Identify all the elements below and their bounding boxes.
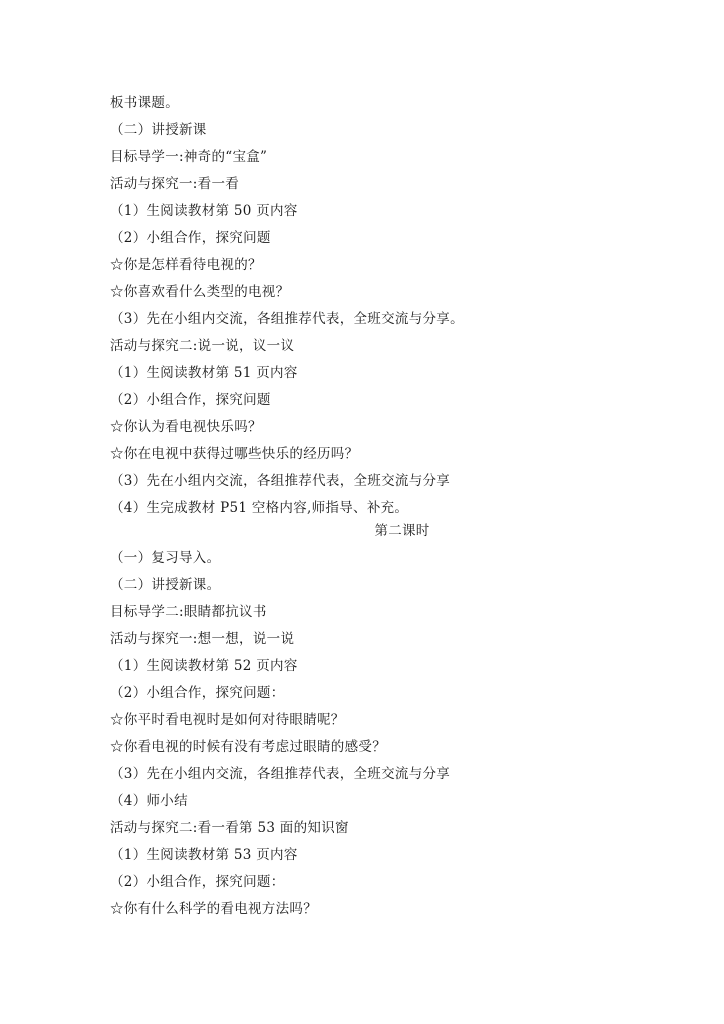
list-item: （3）先在小组内交流，各组推荐代表，全班交流与分享 (110, 473, 451, 489)
list-item: （2）小组合作，探究问题 (110, 230, 271, 246)
question-item: ☆你是怎样看待电视的？ (110, 257, 262, 273)
list-item: （2）小组合作，探究问题： (110, 685, 285, 701)
list-item: （2）小组合作，探究问题 (110, 392, 271, 408)
question-item: ☆你看电视的时候有没有考虑过眼睛的感受？ (110, 739, 386, 755)
question-item: ☆你平时看电视时是如何对待眼睛呢？ (110, 712, 345, 728)
list-item: （1）生阅读教材第 53 页内容 (110, 847, 298, 863)
list-item: （1）生阅读教材第 51 页内容 (110, 365, 298, 381)
activity-heading: 活动与探究二:说一说，议一议 (110, 338, 295, 354)
list-item: （3）先在小组内交流，各组推荐代表，全班交流与分享。 (110, 311, 464, 327)
section-heading: （二）讲授新课 (110, 122, 207, 138)
goal-heading: 目标导学二:眼睛都抗议书 (110, 604, 267, 620)
list-item: （4）师小结 (110, 793, 188, 809)
list-item: （1）生阅读教材第 50 页内容 (110, 203, 298, 219)
list-item: （1）生阅读教材第 52 页内容 (110, 658, 298, 674)
section-heading: （一）复习导入。 (110, 550, 221, 566)
lesson-title: 第二课时 (374, 523, 430, 539)
activity-heading: 活动与探究一:看一看 (110, 176, 240, 192)
activity-heading: 活动与探究二:看一看第 53 面的知识窗 (110, 820, 349, 836)
text-line: 板书课题。 (110, 95, 179, 111)
list-item: （4）生完成教材 P51 空格内容,师指导、补充。 (110, 500, 409, 516)
question-item: ☆你喜欢看什么类型的电视？ (110, 284, 290, 300)
question-item: ☆你有什么科学的看电视方法吗？ (110, 901, 317, 917)
section-heading: （二）讲授新课。 (110, 577, 221, 593)
goal-heading: 目标导学一:神奇的“宝盒” (110, 149, 268, 165)
question-item: ☆你在电视中获得过哪些快乐的经历吗？ (110, 446, 359, 462)
activity-heading: 活动与探究一:想一想，说一说 (110, 631, 295, 647)
list-item: （3）先在小组内交流，各组推荐代表，全班交流与分享 (110, 766, 451, 782)
list-item: （2）小组合作，探究问题： (110, 874, 285, 890)
question-item: ☆你认为看电视快乐吗？ (110, 419, 262, 435)
